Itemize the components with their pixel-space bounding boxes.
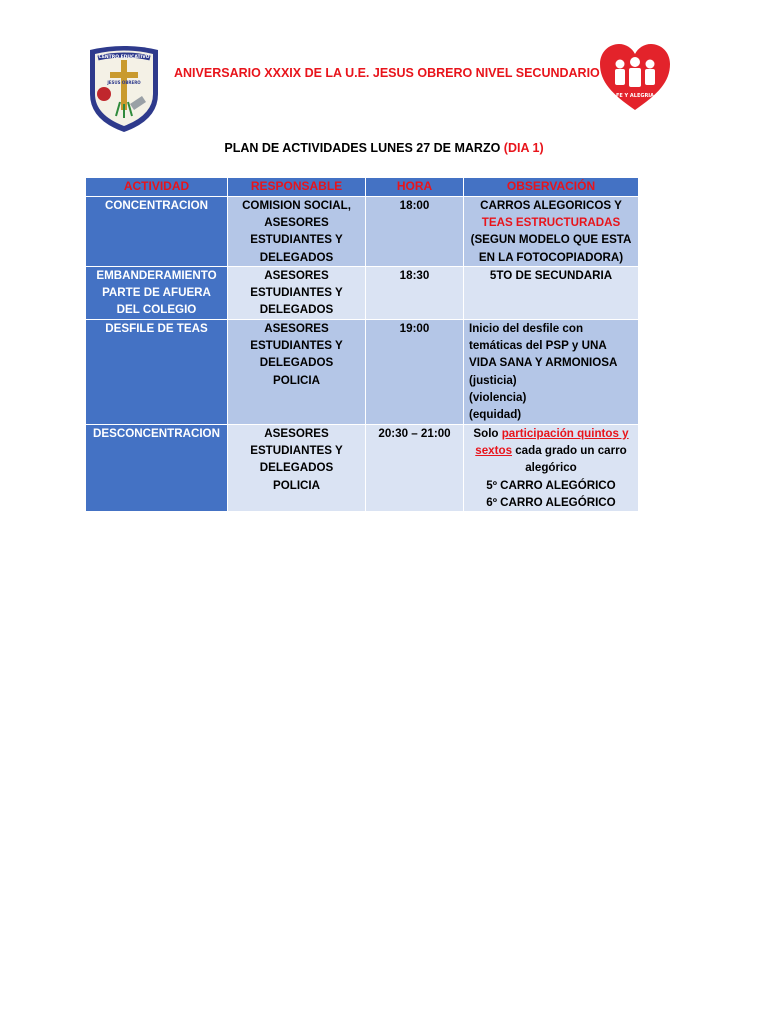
cell-actividad <box>86 267 228 320</box>
table-header-row <box>86 178 639 197</box>
responsable-line: ASESORES <box>264 216 329 230</box>
header-actividad: ACTIVIDAD <box>86 178 228 197</box>
observacion-text: cada grado un carro <box>512 444 627 458</box>
observacion-line: 5TO DE SECUNDARIA <box>489 269 613 282</box>
responsable-line: DELEGADOS <box>259 461 334 475</box>
responsable-line: POLICIA <box>272 373 321 387</box>
header-responsable: RESPONSABLE <box>228 178 366 197</box>
table-row <box>86 320 639 425</box>
observacion-line: (equidad) <box>469 408 522 422</box>
observacion-line: (violencia) <box>469 390 527 404</box>
responsable-line: DELEGADOS <box>259 303 334 317</box>
actividad-line: EMBANDERAMIENTO <box>96 269 217 282</box>
responsable-line: DELEGADOS <box>259 356 334 370</box>
cell-responsable <box>228 197 366 267</box>
cell-hora: 18:30 <box>366 267 464 320</box>
responsable-line: POLICIA <box>272 478 321 492</box>
observacion-line: Inicio del desfile con <box>469 322 584 335</box>
cell-responsable <box>228 267 366 320</box>
cell-hora: 19:00 <box>366 320 464 425</box>
actividad-line: DESFILE DE TEAS <box>105 322 208 335</box>
fe-y-alegria-heart-logo <box>598 42 672 112</box>
responsable-line: ESTUDIANTES Y <box>250 286 343 300</box>
plan-day-label: (DIA 1) <box>503 141 544 155</box>
observacion-line: (SEGUN MODELO QUE ESTA <box>470 233 632 247</box>
cell-hora: 20:30 – 21:00 <box>366 425 464 512</box>
observacion-line <box>466 425 636 442</box>
cell-observacion <box>464 425 639 512</box>
responsable-line: ASESORES <box>264 269 329 282</box>
cell-responsable <box>228 320 366 425</box>
responsable-line: ESTUDIANTES Y <box>250 339 343 353</box>
cell-responsable <box>228 425 366 512</box>
observacion-text-red: sextos <box>475 444 513 458</box>
actividad-line: CONCENTRACION <box>104 199 209 212</box>
school-crest-logo <box>86 44 162 134</box>
crest-mid-text: JESUS OBRERO <box>107 80 141 85</box>
responsable-line: ESTUDIANTES Y <box>250 233 343 247</box>
observacion-line: EN LA FOTOCOPIADORA) <box>478 250 624 264</box>
responsable-line: ASESORES <box>264 322 329 335</box>
heart-logo-text: FE Y ALEGRIA <box>615 93 655 99</box>
header-observacion: OBSERVACIÓN <box>464 178 639 197</box>
cell-actividad <box>86 320 228 425</box>
observacion-line <box>466 442 636 459</box>
cell-observacion <box>464 320 639 425</box>
table-row <box>86 267 639 320</box>
responsable-line: COMISION SOCIAL, <box>242 199 351 212</box>
actividad-line: DEL COLEGIO <box>116 303 197 317</box>
activities-table <box>85 177 639 512</box>
observacion-line: 5º CARRO ALEGÓRICO <box>486 478 616 492</box>
responsable-line: ASESORES <box>264 427 329 440</box>
responsable-line: ESTUDIANTES Y <box>250 444 343 458</box>
observacion-line: 6º CARRO ALEGÓRICO <box>486 495 616 509</box>
header-hora: HORA <box>366 178 464 197</box>
observacion-line: alegórico <box>525 461 577 475</box>
observacion-line: VIDA SANA Y ARMONIOSA <box>469 356 618 370</box>
observacion-text: Solo <box>473 427 502 440</box>
actividad-line: PARTE DE AFUERA <box>102 286 211 300</box>
cell-observacion <box>464 197 639 267</box>
observacion-line <box>469 337 636 354</box>
anniversary-header-title: ANIVERSARIO XXXIX DE LA U.E. JESUS OBRERO NIVEL SECUNDARIO <box>174 66 600 80</box>
plan-title <box>0 141 768 155</box>
observacion-text-red: participación quintos y <box>501 427 629 440</box>
observacion-text: temáticas del PSP y <box>469 339 582 353</box>
observacion-line: CARROS ALEGORICOS Y <box>480 199 622 212</box>
crest-top-text: CENTRO EDUCATIVO <box>98 55 150 60</box>
observacion-text: UNA <box>581 339 607 353</box>
plan-title-text: PLAN DE ACTIVIDADES LUNES 27 DE MARZO <box>224 141 501 155</box>
observacion-line: TEAS ESTRUCTURADAS <box>481 216 621 230</box>
cell-actividad <box>86 425 228 512</box>
cell-hora: 18:00 <box>366 197 464 267</box>
observacion-line: (justicia) <box>469 373 517 387</box>
table-row <box>86 425 639 512</box>
responsable-line: DELEGADOS <box>259 250 334 264</box>
table-row <box>86 197 639 267</box>
cell-actividad <box>86 197 228 267</box>
actividad-line: DESCONCENTRACION <box>93 427 220 440</box>
cell-observacion <box>464 267 639 320</box>
